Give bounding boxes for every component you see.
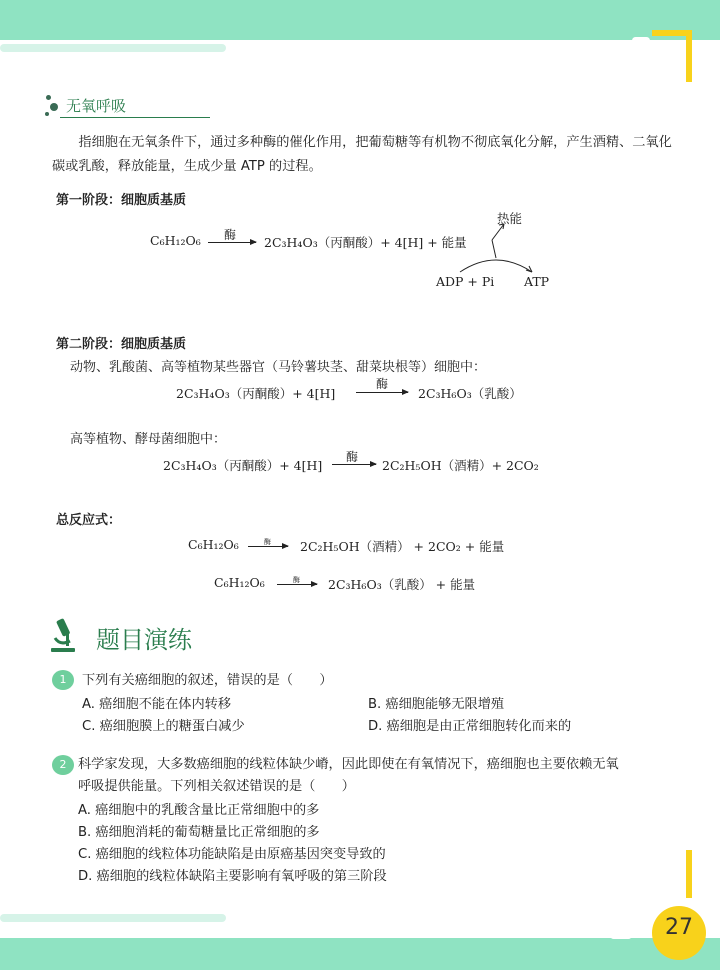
total-eq1-product: 2C₂H₅OH（酒精） + 2CO₂ + 能量 xyxy=(300,539,505,554)
question1-option-b: B. 癌细胞能够无限增殖 xyxy=(368,697,505,712)
page-number: 27 xyxy=(665,915,693,940)
stage2-plant-enzyme: 酶 xyxy=(346,450,359,464)
total-eq1-arrow xyxy=(248,546,288,547)
stage2-plant-arrow xyxy=(332,464,376,465)
stage1-enzyme: 酶 xyxy=(224,228,237,242)
stage1-adp: ADP + Pi xyxy=(436,274,495,289)
stage2-animal-product: 2C₃H₆O₃（乳酸） xyxy=(418,386,522,401)
practice-title: 题目演练 xyxy=(96,626,192,654)
stage2-heading: 第二阶段：细胞质基质 xyxy=(56,337,187,352)
section-header xyxy=(42,93,262,119)
top-decor-bar xyxy=(0,44,226,52)
stage1-product: 2C₃H₄O₃（丙酮酸）+ 4[H] + 能量 xyxy=(264,235,467,250)
stage2-animal-reactant: 2C₃H₄O₃（丙酮酸）+ 4[H] xyxy=(176,386,336,401)
total-heading: 总反应式： xyxy=(56,513,122,528)
stage1-reactant: C₆H₁₂O₆ xyxy=(150,233,201,248)
bubble-icon xyxy=(50,103,58,111)
question1-number: 1 xyxy=(52,670,74,690)
bottom-decor-bar xyxy=(0,914,226,922)
section-underline xyxy=(60,117,210,118)
bubble-icon xyxy=(45,112,49,116)
question1-option-a: A. 癌细胞不能在体内转移 xyxy=(82,697,232,712)
total-eq1-reactant: C₆H₁₂O₆ xyxy=(188,537,239,552)
total-eq2-product: 2C₃H₆O₃（乳酸） + 能量 xyxy=(328,577,476,592)
question2-option-a: A. 癌细胞中的乳酸含量比正常细胞中的多 xyxy=(78,803,320,818)
top-yellow-corner-v xyxy=(686,30,692,82)
question2-stem-line1: 科学家发现，大多数癌细胞的线粒体缺少嵴，因此即使在有氧情况下，癌细胞也主要依赖无氧 xyxy=(78,757,619,772)
question2-stem-line2: 呼吸提供能量。下列相关叙述错误的是（ ） xyxy=(78,779,355,794)
question2-number: 2 xyxy=(52,755,74,775)
stage2-animal-arrow xyxy=(356,392,408,393)
bottom-yellow-corner xyxy=(686,850,692,898)
total-eq2-reactant: C₆H₁₂O₆ xyxy=(214,575,265,590)
stage1-heading: 第一阶段：细胞质基质 xyxy=(56,193,187,208)
stage2-plant-intro: 高等植物、酵母菌细胞中： xyxy=(70,432,227,447)
stage1-arrow xyxy=(208,242,256,243)
top-decor-pill xyxy=(632,37,650,44)
microscope-icon xyxy=(46,616,80,654)
total-eq2-arrow xyxy=(277,584,317,585)
stage2-animal-intro: 动物、乳酸菌、高等植物某些器官（马铃薯块茎、甜菜块根等）细胞中： xyxy=(70,360,487,375)
bottom-decor-pill xyxy=(610,932,632,939)
definition-paragraph: 指细胞在无氧条件下，通过多种酶的催化作用，把葡萄糖等有机物不彻底氧化分解，产生酒精、二氧化碳或乳酸，释放能量，生成少量 ATP 的过程。 xyxy=(52,135,672,174)
question1-option-c: C. 癌细胞膜上的糖蛋白减少 xyxy=(82,719,245,734)
question2-option-c: C. 癌细胞的线粒体功能缺陷是由原癌基因突变导致的 xyxy=(78,847,386,862)
energy-branch-diagram xyxy=(440,212,550,278)
stage2-plant-product: 2C₂H₅OH（酒精）+ 2CO₂ xyxy=(382,458,539,473)
question1-stem: 下列有关癌细胞的叙述，错误的是（ ） xyxy=(82,673,333,688)
question1-option-d: D. 癌细胞是由正常细胞转化而来的 xyxy=(368,719,572,734)
total-eq2-enzyme: 酶 xyxy=(293,576,300,584)
stage2-plant-reactant: 2C₃H₄O₃（丙酮酸）+ 4[H] xyxy=(163,458,323,473)
stage1-heat: 热能 xyxy=(497,211,523,226)
stage2-animal-enzyme: 酶 xyxy=(376,377,389,391)
total-eq1-enzyme: 酶 xyxy=(264,538,271,546)
question2-option-d: D. 癌细胞的线粒体缺陷主要影响有氧呼吸的第三阶段 xyxy=(78,869,387,884)
section-title: 无氧呼吸 xyxy=(66,97,127,115)
stage1-atp: ATP xyxy=(524,274,550,289)
question2-option-b: B. 癌细胞消耗的葡萄糖量比正常细胞的多 xyxy=(78,825,320,840)
bubble-icon xyxy=(46,95,51,100)
